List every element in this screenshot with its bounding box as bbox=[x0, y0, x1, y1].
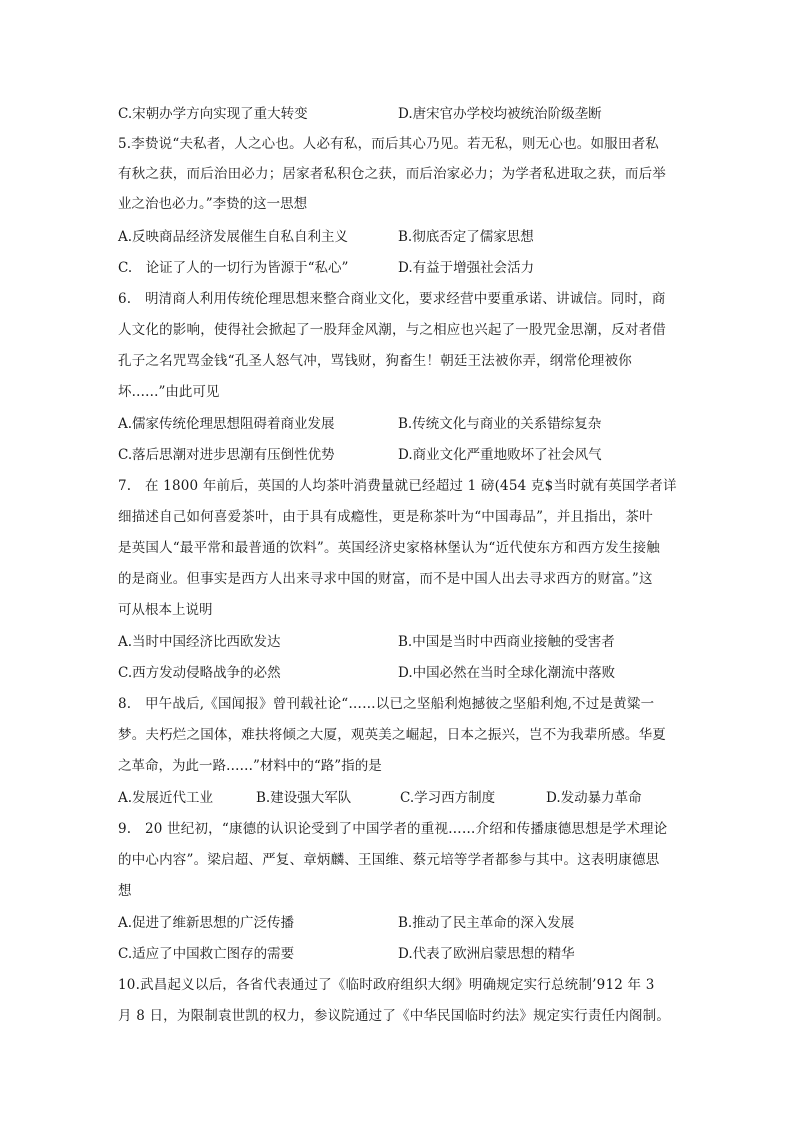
q9-stem-line-1: 9. 20 世纪初，“康德的认识论受到了中国学者的重视……介绍和传播康德思想是学术理论 bbox=[118, 821, 668, 837]
q7-option-a[interactable]: A.当时中国经济比西欧发达 bbox=[118, 634, 281, 650]
q6-stem-line-2: 人文化的影响，使得社会掀起了一股拜金风潮，与之相应也兴起了一股咒金思潮，反对者借 bbox=[118, 322, 666, 338]
q4-options-row-2 bbox=[118, 104, 678, 124]
q7-stem-line-4: 的是商业。但事实是西方人出来寻求中国的财富，而不是中国人出去寻求西方的财富。”这 bbox=[118, 571, 653, 587]
q5-options-row-2 bbox=[118, 258, 678, 278]
q9-options-row-2 bbox=[118, 944, 678, 964]
q10-stem-line-1: 10.武昌起义以后，各省代表通过了《临时政府组织大纲》明确规定实行总统制’912 年 3 bbox=[118, 977, 655, 993]
q4-option-d[interactable]: D.唐宋官办学校均被统治阶级垄断 bbox=[398, 106, 602, 122]
q8-stem-line-1: 8. 甲午战后,《国闻报》曾刊载社论“……以已之坚船利炮撼彼之坚船利炮,不过是黄粱一 bbox=[118, 696, 655, 712]
q9-option-a[interactable]: A.促进了维新思想的广泛传播 bbox=[118, 915, 295, 931]
q9-stem-line-2: 的中心内容”。梁启超、严复、章炳麟、王国维、蔡元培等学者都参与其中。这表明康德思 bbox=[118, 852, 660, 868]
q9-option-b[interactable]: B.推动了民主革命的深入发展 bbox=[398, 915, 575, 931]
q6-options-row-2 bbox=[118, 445, 678, 465]
q5-option-b[interactable]: B.彻底否定了儒家思想 bbox=[398, 229, 534, 245]
q7-stem-line-5: 可从根本上说明 bbox=[118, 602, 213, 618]
q8-option-c[interactable]: C.学习西方制度 bbox=[400, 790, 496, 806]
q10-stem-line-2: 月 8 日，为限制袁世凯的权力，参议院通过了《中华民国临时约法》规定实行责任内阁制。 bbox=[118, 1008, 671, 1024]
q6-options-row-1 bbox=[118, 414, 678, 434]
q5-stem-line-3: 业之治也必力。”李贽的这一思想 bbox=[118, 196, 308, 212]
q7-stem-line-3: 是英国人“最平常和最普通的饮料”。英国经济史家格林堡认为“近代使东方和西方发生接触 bbox=[118, 540, 660, 556]
q7-option-b[interactable]: B.中国是当时中西商业接触的受害者 bbox=[398, 634, 615, 650]
q7-option-d[interactable]: D.中国必然在当时全球化潮流中落败 bbox=[398, 665, 616, 681]
q8-option-d[interactable]: D.发动暴力革命 bbox=[546, 790, 642, 806]
q9-option-d[interactable]: D.代表了欧洲启蒙思想的精华 bbox=[398, 946, 575, 962]
q9-stem-line-3: 想 bbox=[118, 883, 132, 899]
q6-option-c[interactable]: C.落后思潮对进步思潮有压倒性优势 bbox=[118, 447, 335, 463]
q5-option-d[interactable]: D.有益于增强社会活力 bbox=[398, 260, 535, 276]
q7-options-row-1 bbox=[118, 632, 678, 652]
q8-options-row bbox=[118, 788, 678, 808]
q6-option-b[interactable]: B.传统文化与商业的关系错综复杂 bbox=[398, 416, 602, 432]
q9-options-row-1 bbox=[118, 913, 678, 933]
q5-options-row-1 bbox=[118, 227, 678, 247]
q6-option-d[interactable]: D.商业文化严重地败坏了社会风气 bbox=[398, 447, 602, 463]
q5-option-a[interactable]: A.反映商品经济发展催生自私自利主义 bbox=[118, 229, 349, 245]
q5-option-c[interactable]: C. 论证了人的一切行为皆源于“私心” bbox=[118, 260, 349, 276]
q7-stem-line-2: 细描述自己如何喜爱茶叶，由于具有成瘾性，更是称茶叶为“中国毒品”，并且指出，茶叶 bbox=[118, 509, 653, 525]
q7-stem-line-1: 7. 在 1800 年前后，英国的人均茶叶消费量就已经超过 1 磅(454 克$当时就有英国学者详 bbox=[118, 478, 677, 494]
q6-stem-line-4: 坏……”由此可见 bbox=[118, 384, 220, 400]
q9-option-c[interactable]: C.适应了中国救亡图存的需要 bbox=[118, 946, 295, 962]
q8-stem-line-2: 梦。夫朽烂之国体，难扶将倾之大厦，观英美之崛起，日本之振兴，岂不为我辈所感。华夏 bbox=[118, 727, 666, 743]
q7-options-row-2 bbox=[118, 663, 678, 683]
q8-option-a[interactable]: A.发展近代工业 bbox=[118, 790, 214, 806]
q7-option-c[interactable]: C.西方发动侵略战争的必然 bbox=[118, 665, 281, 681]
q8-option-b[interactable]: B.建设强大军队 bbox=[256, 790, 352, 806]
q5-stem-line-1: 5.李贽说“夫私者，人之心也。人必有私，而后其心乃见。若无私，则无心也。如服田者私 bbox=[118, 136, 659, 152]
q6-stem-line-1: 6. 明清商人利用传统伦理思想来整合商业文化，要求经营中要重承诺、讲诚信。同时，商 bbox=[118, 291, 666, 307]
q6-stem-line-3: 孔子之名咒骂金钱“孔圣人怒气冲，骂钱财，狗畜生！朝廷王法被你弄，纲常伦理被你 bbox=[118, 353, 633, 369]
q6-option-a[interactable]: A.儒家传统伦理思想阻碍着商业发展 bbox=[118, 416, 335, 432]
q4-option-c[interactable]: C.宋朝办学方向实现了重大转变 bbox=[118, 106, 308, 122]
q8-stem-line-3: 之革命，为此一路……”材料中的“路”指的是 bbox=[118, 758, 382, 774]
q5-stem-line-2: 有秋之获，而后治田必力；居家者私积仓之获，而后治家必力；为学者私进取之获，而后举 bbox=[118, 166, 666, 182]
